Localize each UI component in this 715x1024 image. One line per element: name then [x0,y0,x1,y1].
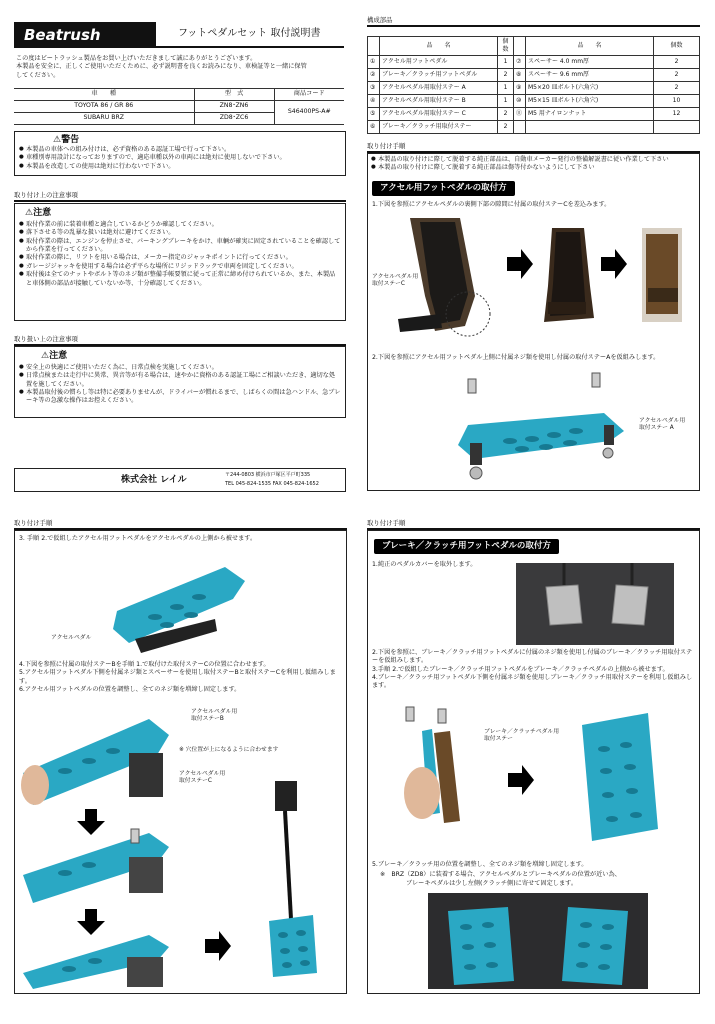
accel-step4-photo [19,713,179,809]
hole-note: ※ 穴位置が上になるように合わせます [179,747,279,753]
vehicle-type: ZD8･ZC6 [194,113,274,125]
col-header: 品 名 [380,37,498,56]
accel-step3-photo [105,559,255,659]
install-notes-box [14,203,346,321]
brake-step2-diagram [398,703,498,833]
intro-line: 本製品を安全に、正しくご使用いただくために、必ず説明書を良くお読みになり、車検証等と一緒に保管 [16,63,307,71]
warning-item: ● 本製品を改造しての使用は絶対に行わないで下さい。 [19,163,341,171]
section-rule [14,200,346,202]
warning-icon: ⚠ [25,208,34,218]
brake-final-photo [428,893,648,989]
note-item: ● 日常点検または走行中に異常、異音等が有る場合は、速やかに資格のある認証工場にご相談いただき、適切な処置を施してください。 [19,372,341,389]
brake-pedal-diagram [568,707,664,847]
step-text: 1.純正のペダルカバーを取外します。 [372,561,477,568]
brand-logo [14,22,156,46]
table-row: ① アクセル用フットペダル 1 ⑦ スペーサー 4.0 mm厚 2 [368,56,700,69]
brake-step1-photo [516,563,674,645]
vehicle-table [14,88,344,125]
caution-title: ⚠注意 [25,208,52,218]
intro-text [16,55,346,80]
warning-item: ● 本製品の車体への組み付けは、必ず資格のある認証工場で行って下さい。 [19,146,341,154]
parts-table [367,36,700,134]
section-title: 取り付け手順 [367,142,406,150]
col-header: 車 種 [14,89,194,101]
company-box [14,468,346,492]
col-header: 型 式 [194,89,274,101]
note-item: ● 取付作業の前に装着車種と適合しているかどうか確認してください。 [19,221,341,229]
accel-step6-photo [19,929,179,991]
brand-name: Beatrush [24,26,101,44]
note-text: ブレーキペダルは少し左側(クラッチ側)に寄せて固定します。 [406,880,578,887]
stay-a-label: アクセルペダル用 取付ステー A [639,418,686,432]
procedure-note: ● 本製品の取り付けに際して脱着する純正部品は傷等付かないようにして下さい [371,164,697,172]
company-tel: TEL 045-824-1535 FAX 045-824-1652 [225,481,319,487]
step-text: 4.ブレーキ／クラッチ用フットペダル下側を付属ネジ類を使用しブレーキ／クラッチ用取付ステーを利用し仮組みします。 [372,674,693,690]
section-title: 取り付け手順 [14,519,53,527]
product-code: S46400PS-A# [274,101,344,125]
intro-line: してください。 [16,71,60,79]
step-text: 2.下図を参照に、ブレーキ／クラッチ用フットペダルに付属のネジ類を使用し付属のブレーキ／クラッチ用取付ステーを仮組みします。 [372,649,693,665]
vehicle-type: ZN8･ZN6 [194,101,274,113]
title-rule [14,46,344,48]
stay-c-label: アクセルペダル用 取付ステーC [179,771,226,785]
note-item: ● ガレージジャッキを使用する場合は必ず平らな場所にリジッドラックで車両を固定してください。 [19,263,341,271]
procedure-box [367,153,700,491]
col-header: 個数 [498,37,514,56]
warning-title: ⚠警告 [53,135,80,145]
arrow-icon [601,249,627,279]
caution-title: ⚠注意 [41,351,68,361]
procedure3-box [367,530,700,994]
accel-step1b-photo [538,226,596,326]
arrow-icon [508,765,534,795]
step-text: 5.ブレーキ／クラッチ用の位置を調整し、全てのネジ類を増締し固定します。 [372,861,588,868]
accel-pedal-label: アクセルペダル [51,635,92,641]
section-title: 取り付け手順 [367,519,406,527]
section-rule [367,25,700,27]
warning-icon: ⚠ [53,135,62,145]
table-row: ⑤ アクセルペダル用取付ステー C 2 ⑪ M5 用ナイロンナット 12 [368,108,700,121]
accel-final-photo [255,779,325,979]
company-address: 〒244-0803 横浜市戸塚区平戸町335 [225,472,311,478]
table-row: ② ブレーキ／クラッチ用フットペダル 2 ⑧ スペーサー 9.6 mm厚 2 [368,69,700,82]
step-text: 6.アクセル用フットペダルの位置を調整し、全てのネジ類を増締し固定します。 [19,686,241,694]
procedure2-box [14,530,347,994]
company-name: 株式会社 レイル [121,475,187,485]
warning-item: ● 車種別専用設計になっておりますので、適応車種以外の車両には絶対に使用しないで下さい。 [19,154,341,162]
section-title: 取り付け上の注意事項 [14,191,78,199]
table-row: ③ アクセルペダル用取付ステー A 1 ⑨ M5×20 皿ボルト(六角穴) 2 [368,82,700,95]
stay-c-label: アクセルペダル用 取付ステーC [372,274,419,288]
warning-icon: ⚠ [41,351,50,361]
brake-heading: ブレーキ／クラッチ用フットペダルの取付方 [374,539,559,554]
vehicle-model: SUBARU BRZ [14,113,194,125]
step-text: 2.下図を参照にアクセル用フットペダル上側に付属ネジ類を使用し付属の取付ステーAを仮組みします。 [372,354,660,361]
note-item: ● 落下させる等の乱暴な扱いは絶対に避けてください。 [19,229,341,237]
table-row: ⑥ ブレーキ／クラッチ用取付ステー 2 [368,121,700,134]
note-text: ※ BRZ（ZD8）に装着する場合、アクセルペダルとブレーキペダルの位置が近い為、 [380,871,621,878]
handling-notes-box [14,346,346,418]
accel-step5-photo [19,827,179,907]
note-item: ● 取付作業の際に、リフトを用いる場合は、メーカー指定のジャッキポイントに行ってください。 [19,254,341,262]
note-item: ● 本製品取付後の慣らし等は特に必要ありませんが、ドライバーが慣れるまで、しばらくの間は急ハンドル、急ブレーキ等の急激な操作はお控えください。 [19,389,341,406]
procedure-note: ● 本製品の取り付けに際して脱着する純正部品は、自動車メーカー発行の整備解説書に従い作業して下さい [371,156,697,164]
intro-line: この度はビートラッシュ製品をお買い上げいただきまして誠にありがとうございます。 [16,55,257,62]
step-text: 4.下図を参照に付属の取付ステーBを手順 1.で取付けた取付ステーCの位置に合わせます。 [19,661,270,668]
accel-step2-diagram [428,369,638,487]
col-header: 商品コード [274,89,344,101]
step-text: 1.下図を参照にアクセルペダルの裏側下部の隙間に付属の取付ステーCを差込みます。 [372,201,611,208]
table-row: ④ アクセルペダル用取付ステー B 1 ⑩ M5×15 皿ボルト(六角穴) 10 [368,95,700,108]
section-title: 構成部品 [367,16,393,24]
stay-b-label: アクセルペダル用 取付ステーB [191,709,238,723]
doc-title: フットペダルセット 取付説明書 [178,28,321,39]
col-header: 個数 [654,37,700,56]
arrow-icon [205,931,231,961]
brake-stay-label: ブレーキ／クラッチペダル用 取付ステー [484,729,560,743]
arrow-icon [507,249,533,279]
accel-step1c-photo [634,226,690,326]
step-text: 3.手順 2.で仮組したブレーキ／クラッチ用フットペダルをブレーキ／クラッチペダルの上側から被せます。 [372,665,669,673]
note-item: ● 安全上の快適にご使用いただく為に、日常点検を実施してください。 [19,364,341,372]
warning-box [14,131,346,176]
note-item: ● 取付作業の際は、エンジンを停止させ、パーキングブレーキをかけ、車輌が確実に固定されていることを確認してから作業を行ってください。 [19,238,341,255]
accel-heading: アクセル用フットペダルの取付方 [372,181,515,196]
vehicle-model: TOYOTA 86 / GR 86 [14,101,194,113]
note-item: ● 取付後は全てのナットやボルト等のネジ類が整備手帳要領に従って正常に締め付けられているか、また、本製品と車体側の部品が接触していないか等、十分確認してください。 [19,271,341,288]
section-title: 取り扱い上の注意事項 [14,335,78,343]
col-header: 品 名 [526,37,654,56]
step-text: 3. 手順 2.で仮組したアクセル用フットペダルをアクセルペダルの上側から被せます。 [19,535,257,542]
step-text: 5.アクセル用フットペダル下側を付属ネジ類とスペーサーを使用し取付ステーBと取付ステーCを利用し仮組みします。 [19,669,336,685]
